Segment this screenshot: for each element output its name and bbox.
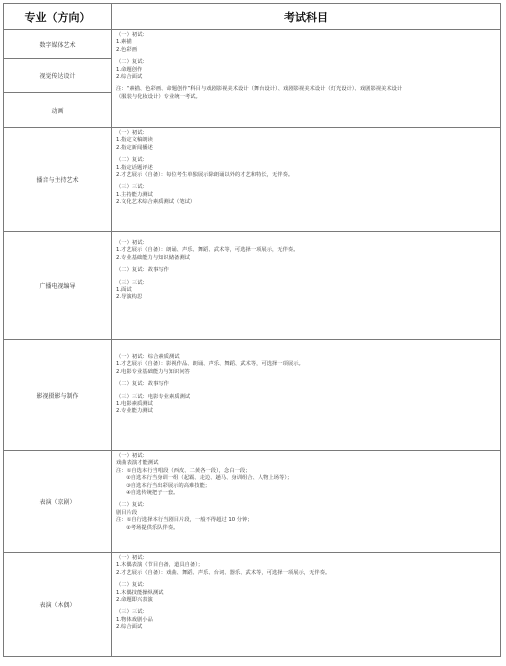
major-film: 影视摄影与制作 [4, 340, 112, 451]
subjects-art-group: （一）初试： 1.素描 2.色彩画 （二）复试： 1.命题创作 2.综合面试 注：“素描、色彩画、命题创作”科目与戏剧影视美术设计（舞台设计）、戏剧影视美术设计（灯光设计）、戏剧影视美术设计 （服装与化妆设计）专业统一考试。 [112, 30, 501, 128]
subjects-film: （一）初试：综合素质测试 1.才艺展示（自备）：影视作品、朗诵、声乐、舞蹈、武术等，可选择一项展示。 2.电影专业基础能力与知识问答 （二）复试：故事写作 （三）三试：电影专业素质测试 1.电影素质测试 2.专业能力测试 [112, 340, 501, 451]
header-major: 专业（方向） [4, 4, 112, 30]
major-digital-media: 数字媒体艺术 [4, 30, 112, 59]
header-subjects: 考试科目 [112, 4, 501, 30]
subjects-opera: （一）初试： 戏曲表演才能测试 注：①自选本行当唱段（西皮、二黄各一段），念白一段； ②自选本行当身训一组（起霸、走边、趟马、身训组合、人物上场等）； ③自选本行当出彩展示的高难技能； ④自选传统把子一套。 （二）复试： 剧目片段 注：①自行选择本行当剧目片段，一般不得超过 10 分钟； ②考场提供乐队伴奏。 [112, 451, 501, 553]
subjects-puppet: （一）初试： 1.木偶表演（节目自备，道具自备）； 2.才艺展示（自备）：戏曲、舞蹈、声乐、台词、器乐、武术等，可选择一项展示，无伴奏。 （二）复试： 1.木偶技能操纵测试 2.命题即兴表演 （三）三试： 1.物体戏剧小品 2.综合面试 [112, 553, 501, 657]
table-row [4, 30, 501, 59]
table-row [4, 451, 501, 553]
table-row [4, 340, 501, 451]
exam-subjects-table [3, 3, 501, 657]
table-row [4, 232, 501, 340]
major-visual-design: 视觉传达设计 [4, 59, 112, 93]
table-row [4, 553, 501, 657]
subjects-directing: （一）初试： 1.才艺展示（自备）：朗诵、声乐、舞蹈、武术等，可选择一项展示，无伴奏。 2.专业基础能力与知识储备测试 （二）复试：故事写作 （三）三试： 1.面试 2.导演构思 [112, 232, 501, 340]
table-row [4, 128, 501, 232]
major-animation: 动画 [4, 93, 112, 128]
table-header-row [4, 4, 501, 30]
major-directing: 广播电视编导 [4, 232, 112, 340]
major-broadcasting: 播音与主持艺术 [4, 128, 112, 232]
major-opera: 表演（京剧） [4, 451, 112, 553]
subjects-broadcasting: （一）初试： 1.指定文稿朗读 2.指定新闻播述 （二）复试： 1.指定话题评述 2.才艺展示（自备）：每位考生单独展示除朗诵以外的才艺和特长，无伴奏。 （三）三试： 1.主持能力测试 2.文化艺术综合素质测试（笔试） [112, 128, 501, 232]
major-puppet: 表演（木偶） [4, 553, 112, 657]
